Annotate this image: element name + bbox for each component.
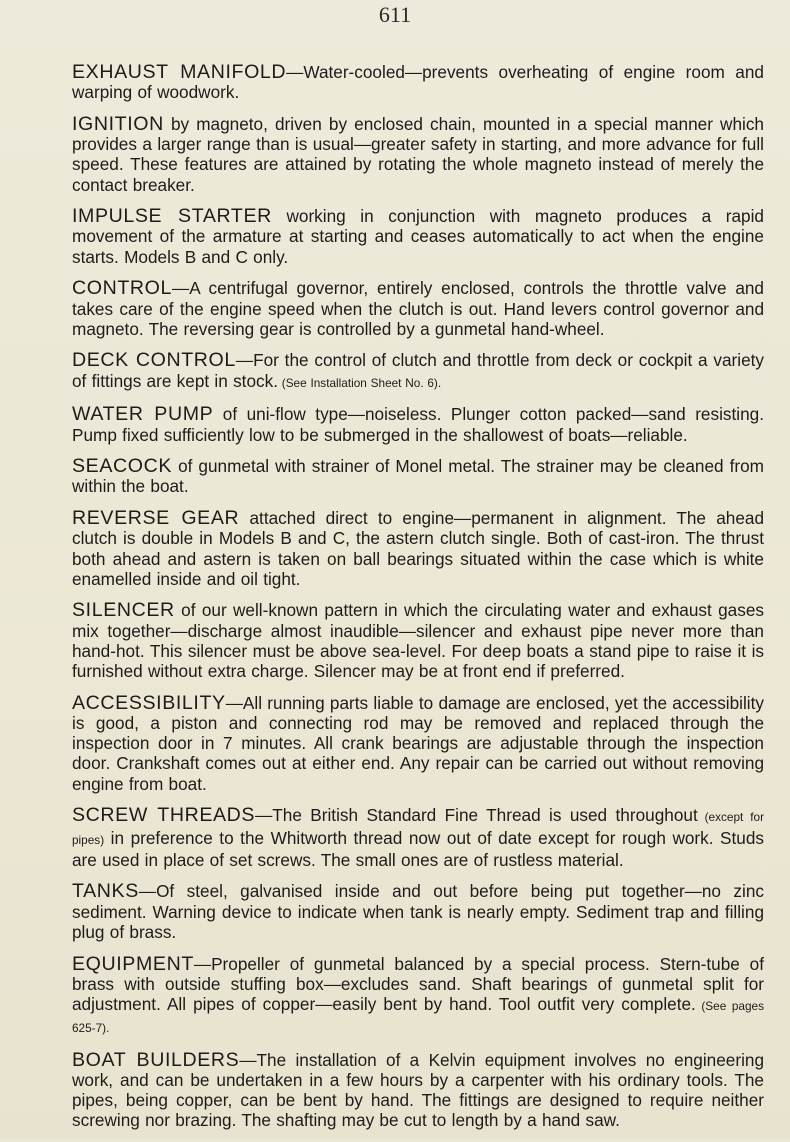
section-heading: CONTROL bbox=[72, 277, 172, 300]
section-heading: TANKS bbox=[72, 880, 139, 903]
section-text: The installation of a Kelvin equipment involves no engineering work, and can be undertaken in a few hours by a carpenter with his ordinary tools. The pipes, being copper, can be bent by hand. The fittings are designed to require neither screwing nor brazing. The shafting may be cut to length by a hand saw. bbox=[72, 1049, 765, 1131]
section-reference: (See pages 625-7). bbox=[72, 998, 764, 1036]
section-deck-control: DECK CONTROL—For the control of clutch and throttle from deck or cockpit a variety of fittings are kept in stock. (See Installation Sheet No. 6). bbox=[72, 349, 764, 391]
section-heading: IGNITION bbox=[72, 112, 164, 135]
section-reference: (See Installation Sheet No. 6). bbox=[277, 375, 442, 390]
section-heading: DECK CONTROL bbox=[72, 349, 236, 372]
section-tanks: TANKS—Of steel, galvanised inside and out before being put together—no zinc sediment. Warning device to indicate when tank is nearly empty. Sediment trap and filling plug of brass. bbox=[72, 880, 764, 942]
section-text: The British Standard Fine Thread is used throughout bbox=[272, 805, 698, 826]
section-reference: (except for pipes) bbox=[72, 810, 764, 847]
section-screw-threads: SCREW THREADS—The British Standard Fine Thread is used throughout (except for pipes) in preference to the Whitworth thread now out of date except for rough work. Studs are used in place of set screws. The small ones are of rustless material. bbox=[72, 804, 764, 870]
section-text: of gunmetal with strainer of Monel metal. The strainer may be cleaned from within the boat. bbox=[72, 456, 764, 497]
section-impulse-starter bbox=[72, 206, 764, 267]
section-text: of uni-flow type—noiseless. Plunger cotton packed—sand resisting. Pump fixed sufficiently low to be submerged in the shallowest of boats—reliable. bbox=[72, 404, 764, 445]
section-text: attached direct to engine—permanent in alignment. The ahead clutch is double in Models B and C, the astern clutch single. Both of cast-iron. The thrust both ahead and astern is taken on ball bearings situated within the case which is white enamelled inside and oil tight. bbox=[72, 508, 764, 589]
section-ignition bbox=[72, 114, 764, 195]
section-silencer bbox=[72, 600, 764, 681]
section-heading: IMPULSE STARTER bbox=[72, 205, 272, 228]
section-heading: SCREW THREADS bbox=[72, 804, 256, 827]
section-text: Of steel, galvanised inside and out before being put together—no zinc sediment. Warning device to indicate when tank is nearly empty. Sediment trap and filling plug of brass. bbox=[72, 881, 764, 942]
section-heading: EXHAUST MANIFOLD bbox=[72, 61, 287, 83]
section-text: of our well-known pattern in which the circulating water and exhaust gases mix together—discharge almost inaudible—silencer and exhaust pipe never more than hand-hot. This silencer must be above sea-level. For deep boats a stand pipe to raise it is furnished without extra charge. Silencer may be at front end if preferred. bbox=[72, 600, 764, 682]
section-text-continued: in preference to the Whitworth thread now out of date except for rough work. Studs are used in place of set screws. The small ones are of rustless material. bbox=[72, 827, 764, 870]
section-text: Propeller of gunmetal balanced by a special process. Stern-tube of brass with outside stuffing box—excludes sand. Shaft bearings of gunmetal split for adjustment. All pipes of copper—easily bent by hand. Tool outfit very complete. bbox=[72, 953, 764, 1014]
section-heading: ACCESSIBILITY bbox=[72, 691, 226, 714]
section-accessibility: ACCESSIBILITY—All running parts liable to damage are enclosed, yet the accessibility is good, a piston and connecting rod may be removed and replaced through the inspection door in 7 minutes. All crank bearings are adjustable through the inspection door. Crankshaft comes out at either end. Any repair can be carried out without removing engine from boat. bbox=[72, 691, 764, 794]
section-text: working in conjunction with magneto produces a rapid movement of the armature at starting and ceases automatically to act when the engine starts. Models B and C only. bbox=[72, 206, 764, 267]
section-text: All running parts liable to damage are enclosed, yet the accessibility is good, a piston and connecting rod may be removed and replaced through the inspection door in 7 minutes. All crank bearings are adjustable through the inspection door. Crankshaft comes out at either end. Any repair can be carried out without removing engine from boat. bbox=[72, 692, 764, 794]
section-reverse-gear bbox=[72, 508, 764, 589]
section-heading: EQUIPMENT bbox=[72, 952, 194, 975]
section-boat-builders: BOAT BUILDERS—The installation of a Kelvin equipment involves no engineering work, and can be undertaken in a few hours by a carpenter with his ordinary tools. The pipes, being copper, can be bent by hand. The fittings are designed to require neither screwing nor brazing. The shafting may be cut to length by a hand saw. bbox=[72, 1048, 765, 1131]
section-exhaust-manifold: EXHAUST MANIFOLD—Water-cooled—prevents overheating of engine room and warping of woodwork. bbox=[72, 61, 764, 103]
section-equipment: EQUIPMENT—Propeller of gunmetal balanced by a special process. Stern-tube of brass with outside stuffing box—excludes sand. Shaft bearings of gunmetal split for adjustment. All pipes of copper—easily bent by hand. Tool outfit very complete. (See pages 625-7). bbox=[72, 952, 764, 1036]
section-heading: SILENCER bbox=[72, 599, 175, 622]
section-heading: WATER PUMP bbox=[72, 403, 214, 426]
section-text: by magneto, driven by enclosed chain, mounted in a special manner which provides a larger range than is usual—greater safety in starting, and more advance for full speed. These features are attained by rotating the whole magneto instead of merely the contact breaker. bbox=[72, 113, 764, 195]
section-heading: REVERSE GEAR bbox=[72, 507, 240, 530]
section-control: CONTROL—A centrifugal governor, entirely enclosed, controls the throttle valve and takes care of the engine speed when the clutch is out. Hand levers control governor and magneto. The reversing gear is controlled by a gunmetal hand-wheel. bbox=[72, 277, 764, 339]
section-heading: BOAT BUILDERS bbox=[72, 1048, 240, 1071]
section-text: For the control of clutch and throttle from deck or cockpit a variety of fittings are kept in stock. bbox=[72, 350, 764, 391]
section-text: Water-cooled—prevents overheating of engine room and warping of woodwork. bbox=[72, 62, 764, 103]
section-heading: SEACOCK bbox=[72, 455, 173, 478]
section-water-pump bbox=[72, 404, 764, 444]
page-number: 611 bbox=[378, 2, 412, 27]
section-text: A centrifugal governor, entirely enclosed, controls the throttle valve and takes care of the engine speed when the clutch is out. Hand levers control governor and magneto. The reversing gear is controlled by a gunmetal hand-wheel. bbox=[72, 278, 764, 339]
document-body bbox=[72, 62, 764, 1142]
section-seacock bbox=[72, 456, 764, 496]
